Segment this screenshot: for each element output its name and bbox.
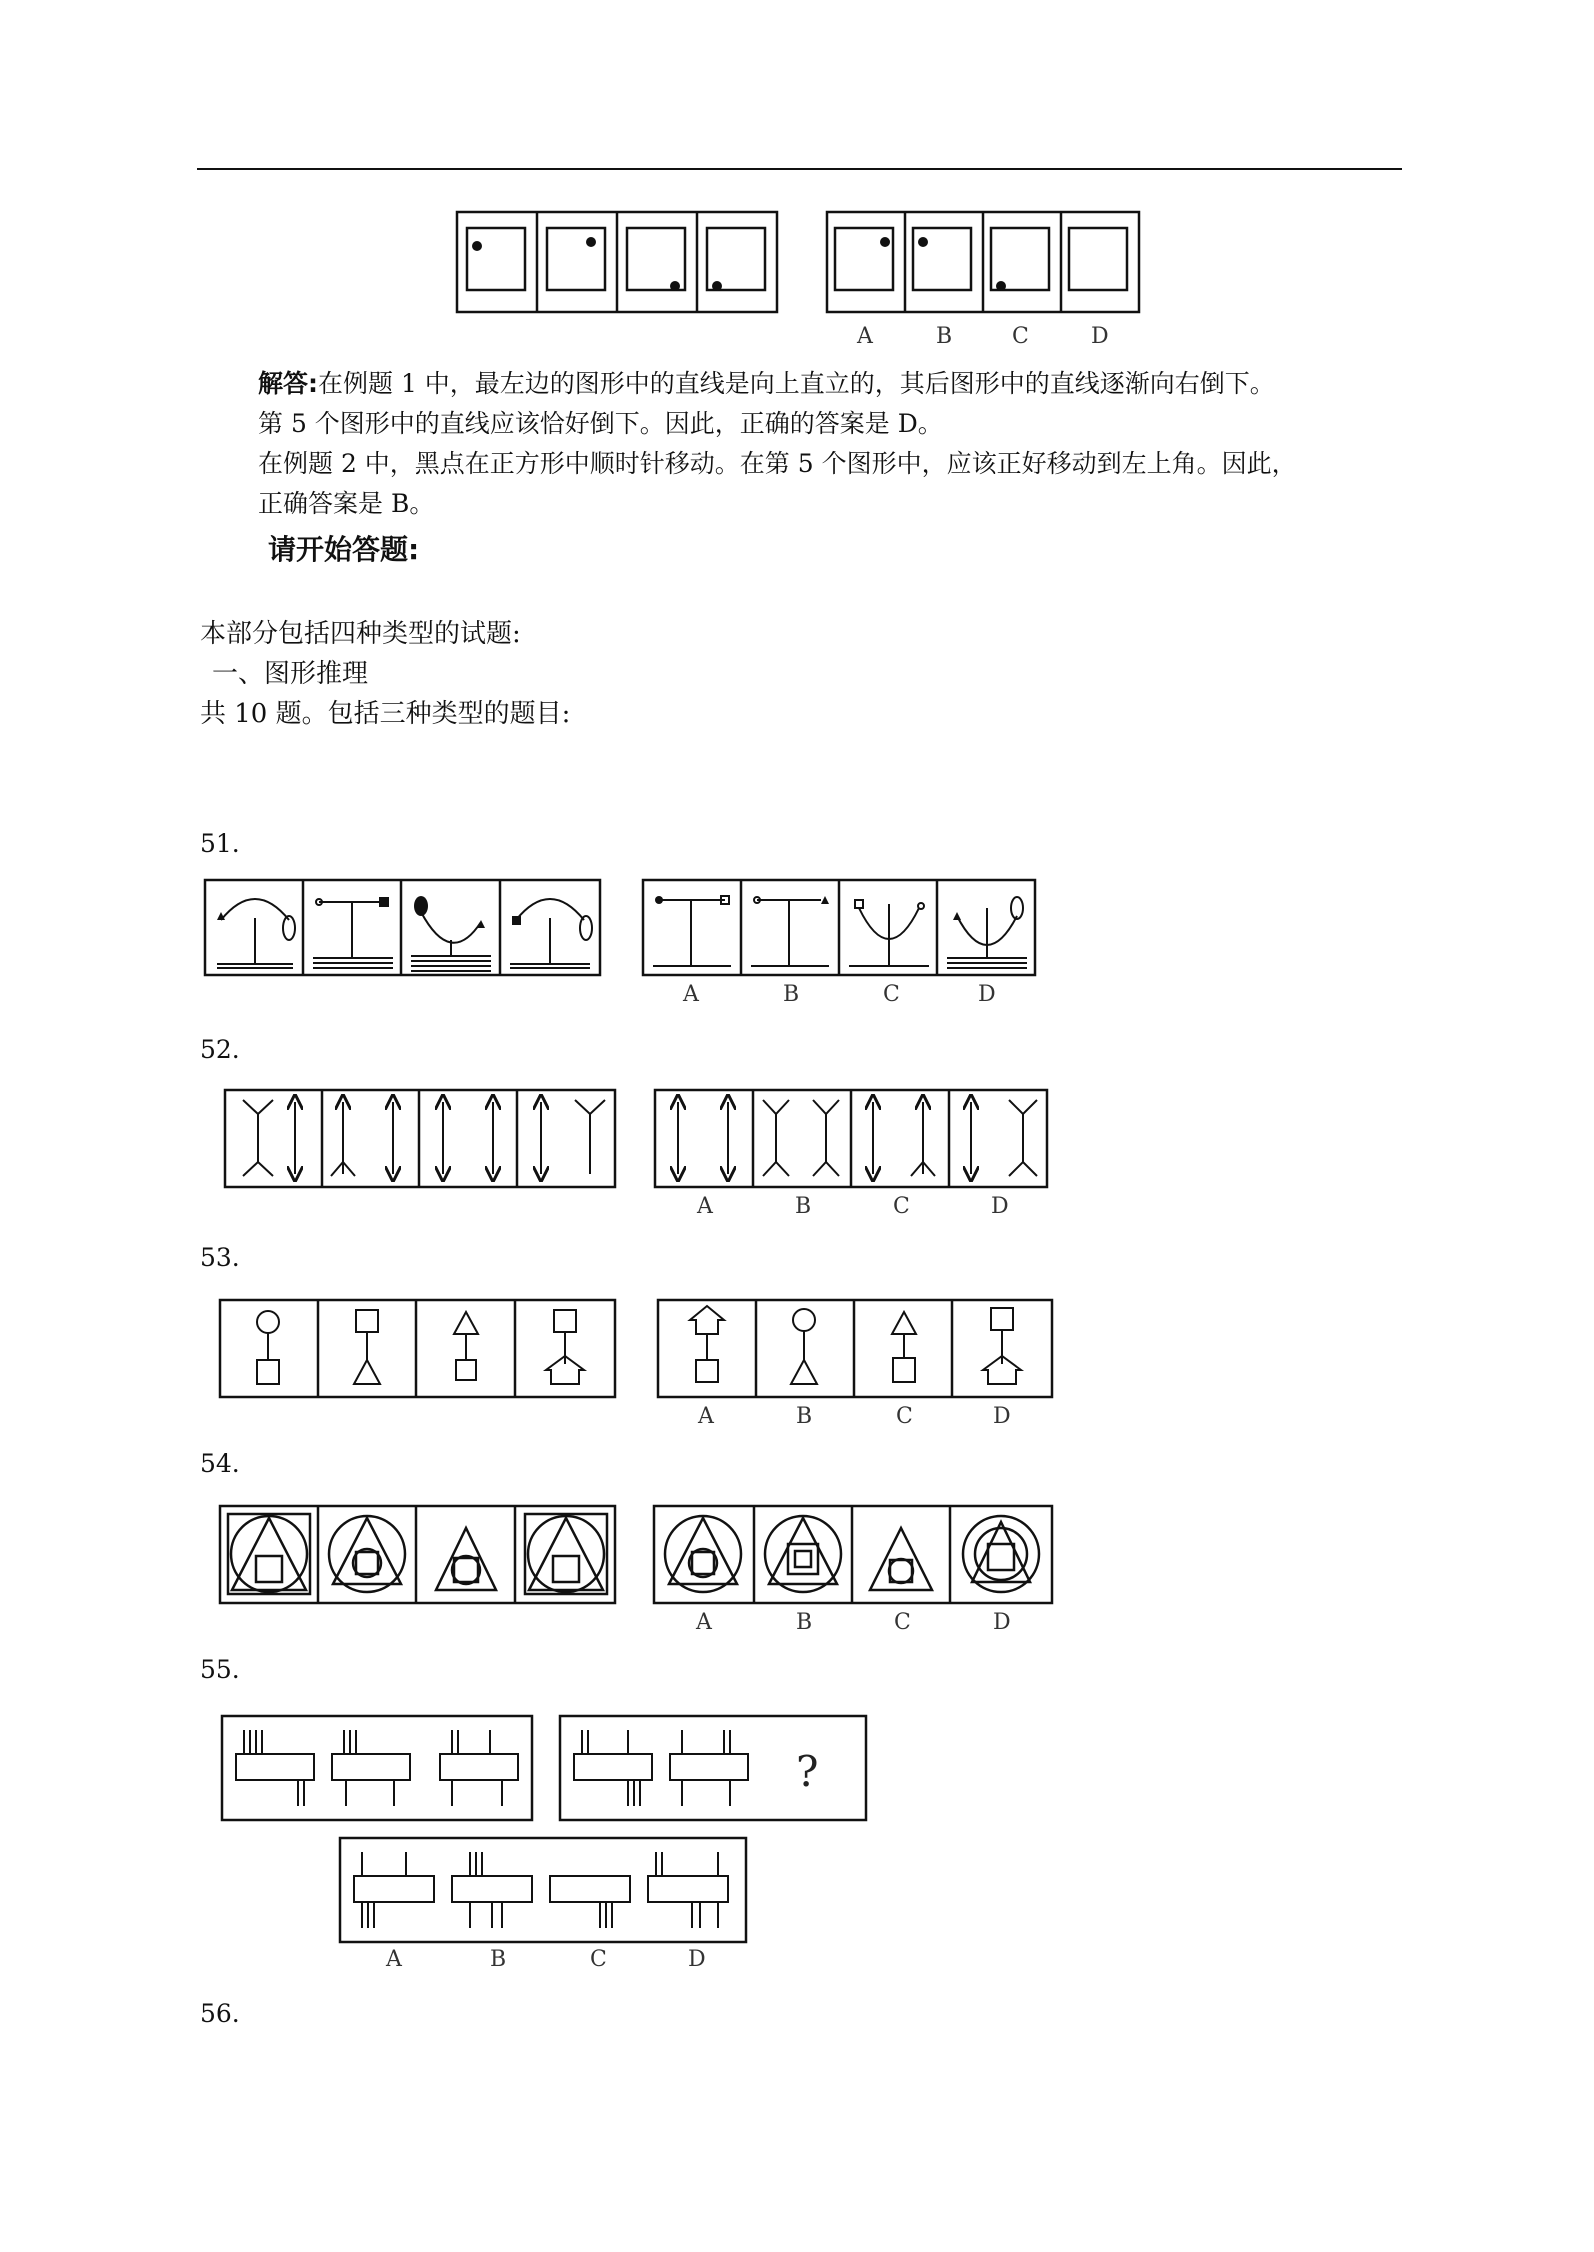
q55-option-a: A	[386, 1947, 402, 1972]
question-54-figure	[218, 1504, 1058, 1636]
header-rule	[197, 168, 1402, 170]
q55-missing-mark: ?	[796, 1747, 819, 1796]
q54-option-b: B	[796, 1610, 813, 1635]
example-option-a: A	[857, 324, 873, 349]
q52-option-c: C	[893, 1194, 910, 1219]
question-53-figure	[218, 1298, 1058, 1430]
question-55-figure	[220, 1714, 870, 1974]
q53-option-c: C	[896, 1404, 913, 1429]
explanation-label: 解答:	[258, 369, 318, 398]
question-number-56: 56.	[200, 1999, 240, 2028]
question-number-53: 53.	[200, 1243, 240, 1272]
q55-option-c: C	[590, 1947, 607, 1972]
intro-line-1: 本部分包括四种类型的试题:	[200, 619, 521, 649]
example-option-b: B	[936, 324, 953, 349]
question-51-figure	[203, 878, 1043, 1008]
q54-option-c: C	[894, 1610, 911, 1635]
q53-option-b: B	[796, 1404, 813, 1429]
explanation-line-2: 第 5 个图形中的直线应该恰好倒下。因此，正确的答案是 D。	[258, 409, 943, 438]
q51-option-d: D	[978, 982, 996, 1007]
intro-line-3: 共 10 题。包括三种类型的题目:	[200, 699, 571, 729]
explanation-line-1: 解答:在例题 1 中，最左边的图形中的直线是向上直立的，其后图形中的直线逐渐向右倒下。	[258, 369, 1275, 398]
example-figure	[455, 210, 1145, 350]
example-option-d: D	[1091, 324, 1109, 349]
intro-line-2: 一、图形推理	[212, 659, 369, 689]
question-number-54: 54.	[200, 1449, 240, 1478]
question-number-55: 55.	[200, 1655, 240, 1684]
explanation-line-3: 在例题 2 中，黑点在正方形中顺时针移动。在第 5 个图形中，应该正好移动到左上角。因此，	[258, 449, 1297, 478]
q51-option-c: C	[883, 982, 900, 1007]
explanation-line-4: 正确答案是 B。	[258, 489, 435, 518]
q53-option-d: D	[993, 1404, 1011, 1429]
q54-option-d: D	[993, 1610, 1011, 1635]
start-heading: 请开始答题:	[268, 533, 420, 566]
q55-option-b: B	[490, 1947, 507, 1972]
question-number-51: 51.	[200, 829, 240, 858]
q55-option-d: D	[688, 1947, 706, 1972]
q52-option-b: B	[795, 1194, 812, 1219]
example-option-c: C	[1012, 324, 1029, 349]
q51-option-b: B	[783, 982, 800, 1007]
question-52-figure	[223, 1088, 1053, 1220]
q53-option-a: A	[698, 1404, 714, 1429]
q51-option-a: A	[683, 982, 699, 1007]
question-number-52: 52.	[200, 1035, 240, 1064]
q54-option-a: A	[696, 1610, 712, 1635]
q52-option-a: A	[697, 1194, 713, 1219]
q52-option-d: D	[991, 1194, 1009, 1219]
